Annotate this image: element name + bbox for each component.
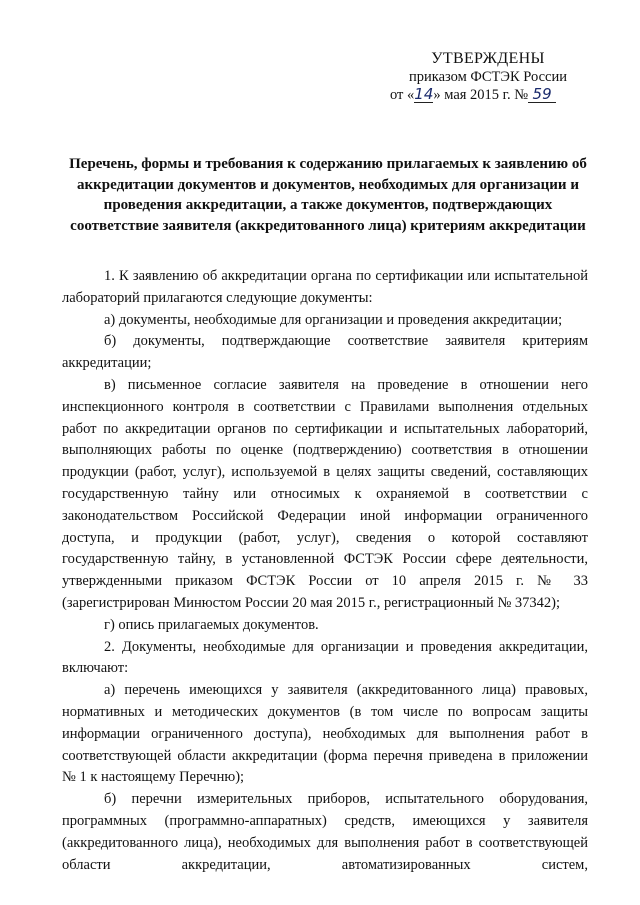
approval-day-handwritten: 14 xyxy=(414,85,434,103)
approval-stamp xyxy=(388,50,588,104)
paragraph-1a: а) документы, необходимые для организации и проведения аккредитации; xyxy=(104,311,563,328)
paragraph-2: 2. Документы, необходимые для организации и проведения аккредитации, включают: xyxy=(62,638,588,677)
document-body xyxy=(62,266,588,876)
paragraph-1b: б) документы, подтверждающие соответствие заявителя критериям аккредитации; xyxy=(62,333,588,372)
approval-date-mid: » мая 2015 г. № xyxy=(433,87,529,103)
approval-number-handwritten: 59 xyxy=(528,87,556,103)
paragraph-1: 1. К заявлению об аккредитации органа по сертификации или испытательной лабораторий прилагаются следующие документы: xyxy=(62,268,588,306)
paragraph-2a: а) перечень имеющихся у заявителя (аккредитованного лица) правовых, нормативных и методических документов (в том числе по вопросам защиты информации ограниченного доступа), необходимых для выполнения работ в соответствующей области аккредитации (форма перечня приведена в приложении № 1 к настоящему Перечню); xyxy=(62,682,588,786)
paragraph-1v: в) письменное согласие заявителя на проведение в отношении него инспекционного контроля в соответствии с Правилами выполнения отдельных работ по аккредитации органов по сертификации и испытательных лабораторий, выполняющих работы по оценке (подтверждению) соответствия в отношении продукции (работ, услуг), используемой в целях защиты сведений, составляющих государственную тайну или относимых к охраняемой в соответствии с законодательством Российской Федерации иной информации ограниченного доступа, и продукции (работ, услуг), сведения о которой составляют государственную тайну, в установленной ФСТЭК России сфере деятельности, утвержденными приказом ФСТЭК России от 10 апреля 2015 г. № 33 (зарегистрирован Минюстом России 20 мая 2015 г., регистрационный № 37342); xyxy=(62,376,588,611)
paragraph-2b: б) перечни измерительных приборов, испытательного оборудования, программных (программно-аппаратных) средств, имеющихся у заявителя (аккредитованного лица), необходимых для выполнения работ в соответствующей области аккредитации, автоматизированных систем, xyxy=(62,791,588,873)
approval-date-prefix: от « xyxy=(390,87,415,103)
approval-date-line xyxy=(388,86,588,104)
approval-heading: УТВЕРЖДЕНЫ xyxy=(431,50,545,67)
document-title: Перечень, формы и требования к содержанию прилагаемых к заявлению об аккредитации документов и документов, необходимых для организации и проведения аккредитации, а также документов, подтверждающих соответствие заявителя (аккредитованного лица) критериям аккредитации xyxy=(69,156,587,234)
paragraph-1g: г) опись прилагаемых документов. xyxy=(104,616,319,633)
approval-order: приказом ФСТЭК России xyxy=(408,69,567,85)
